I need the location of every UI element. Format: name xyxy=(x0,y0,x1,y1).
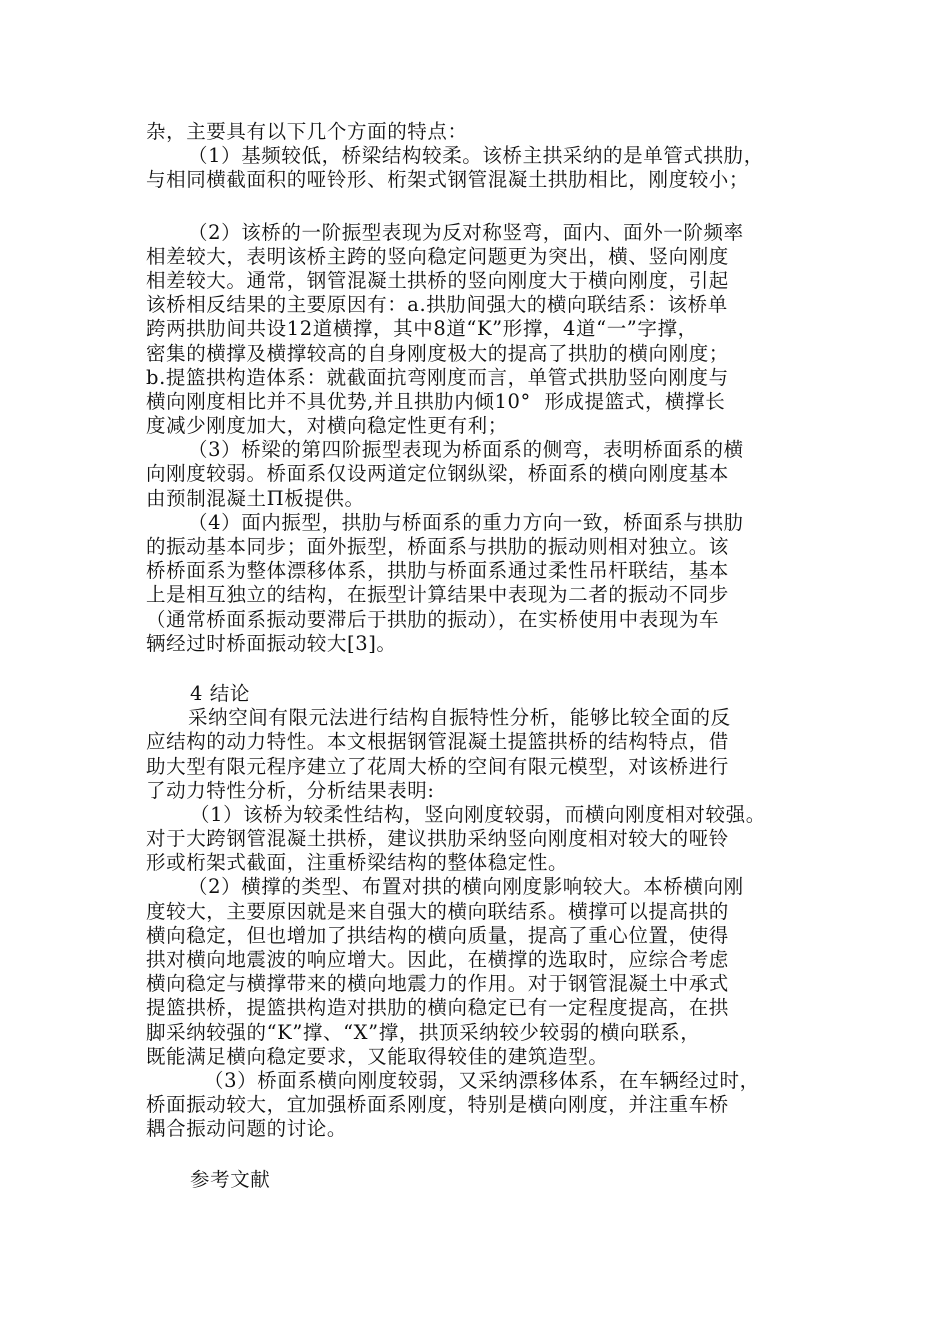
section-title: 参考文献 xyxy=(190,1167,271,1191)
text-line: （3）桥梁的第四阶振型表现为桥面系的侧弯，表明桥面系的横 xyxy=(188,438,744,462)
text-line: （3）桥面系横向刚度较弱，又采纳漂移体系，在车辆经过时， xyxy=(204,1068,760,1092)
paragraph-feature-4 xyxy=(146,511,818,656)
text-line: （2）横撑的类型、布置对拱的横向刚度影响较大。本桥横向刚 xyxy=(188,875,744,899)
text-line: （2）该桥的一阶振型表现为反对称竖弯，面内、面外一阶频率 xyxy=(188,220,744,244)
text-line: 度较大，主要原因就是来自强大的横向联结系。横撑可以提高拱的 xyxy=(146,899,729,923)
paragraph-feature-1 xyxy=(146,144,818,192)
text-line: 采纳空间有限元法进行结构自振特性分析，能够比较全面的反 xyxy=(188,706,731,730)
text-line: 由预制混凝土Π板提供。 xyxy=(146,486,365,510)
text-line: 桥面振动较大，宜加强桥面系刚度，特别是横向刚度，并注重车桥 xyxy=(146,1093,729,1117)
paragraph-conclusion-intro xyxy=(146,706,818,803)
text-line: 度减少刚度加大，对横向稳定性更有利； xyxy=(146,414,508,438)
text-line: 跨两拱肋间共设12道横撑，其中8道“K”形撑，4道“一”字撑， xyxy=(146,317,698,341)
section-heading-conclusion xyxy=(146,682,818,706)
section-heading-references xyxy=(146,1168,818,1192)
paragraph-gap xyxy=(146,193,818,221)
text-line: 横向稳定，但也增加了拱结构的横向质量，提高了重心位置，使得 xyxy=(146,923,729,947)
document-body xyxy=(146,120,818,1192)
text-line: 对于大跨钢管混凝土拱桥，建议拱肋采纳竖向刚度相对较大的哑铃 xyxy=(146,827,729,851)
text-line: （通常桥面系振动要滞后于拱肋的振动），在实桥使用中表现为车 xyxy=(146,607,720,631)
paragraph-gap xyxy=(146,656,818,682)
text-line: 应结构的动力特性。本文根据钢管混凝土提篮拱桥的结构特点，借 xyxy=(146,730,729,754)
text-line: 横向刚度相比并不具优势,并且拱肋内倾10° 形成提篮式，横撑长 xyxy=(146,389,726,413)
text-line: （1）基频较低，桥梁结构较柔。该桥主拱采纳的是单管式拱肋， xyxy=(188,144,764,168)
text-line: 密集的横撑及横撑较高的自身刚度极大的提高了拱肋的横向刚度； xyxy=(146,341,729,365)
paragraph-feature-3 xyxy=(146,438,818,511)
text-line: 上是相互独立的结构，在振型计算结果中表现为二者的振动不同步 xyxy=(146,583,729,607)
text-line: 耦合振动问题的讨论。 xyxy=(146,1117,348,1141)
text-line: b.提篮拱构造体系：就截面抗弯刚度而言，单管式拱肋竖向刚度与 xyxy=(146,365,729,389)
text-line: 的振动基本同步；面外振型，桥面系与拱肋的振动则相对独立。该 xyxy=(146,535,729,558)
text-line: 桥桥面系为整体漂移体系，拱肋与桥面系通过柔性吊杆联结，基本 xyxy=(146,559,729,583)
text-line: （4）面内振型，拱肋与桥面系的重力方向一致，桥面系与拱肋 xyxy=(188,510,744,534)
paragraph-conclusion-3 xyxy=(146,1069,818,1142)
paragraph-conclusion-1 xyxy=(146,803,818,876)
text-line: 了动力特性分析，分析结果表明: xyxy=(146,778,435,802)
paragraph-conclusion-2 xyxy=(146,875,818,1069)
paragraph-intro-tail xyxy=(146,120,818,144)
text-line: （1）该桥为较柔性结构，竖向刚度较弱，而横向刚度相对较强。 xyxy=(190,802,766,826)
paragraph-gap xyxy=(146,1142,818,1168)
text-line: 助大型有限元程序建立了花周大桥的空间有限元模型，对该桥进行 xyxy=(146,754,729,778)
text-line: 横向稳定与横撑带来的横向地震力的作用。对于钢管混凝土中承式 xyxy=(146,972,729,996)
text-line: 辆经过时桥面振动较大[3]。 xyxy=(146,631,397,655)
text-line: 拱对横向地震波的响应增大。因此，在横撑的选取时，应综合考虑 xyxy=(146,948,729,971)
text-line: 与相同横截面积的哑铃形、桁架式钢管混凝土拱肋相比，刚度较小； xyxy=(146,168,750,192)
text-line: 提篮拱桥，提篮拱构造对拱肋的横向稳定已有一定程度提高，在拱 xyxy=(146,996,729,1020)
text-line: 相差较大。通常，钢管混凝土拱桥的竖向刚度大于横向刚度，引起 xyxy=(146,268,729,292)
text-line: 既能满足横向稳定要求，又能取得较佳的建筑造型。 xyxy=(146,1044,609,1068)
text-line: 脚采纳较强的“K”撑、“X”撑，拱顶采纳较少较弱的横向联系， xyxy=(146,1020,701,1044)
text-line: 形或桁架式截面，注重桥梁结构的整体稳定性。 xyxy=(146,851,569,875)
text-line: 向刚度较弱。桥面系仅设两道定位钢纵梁，桥面系的横向刚度基本 xyxy=(146,462,729,486)
paragraph-feature-2 xyxy=(146,221,818,439)
section-title: 4 结论 xyxy=(190,681,251,705)
text-line: 杂，主要具有以下几个方面的特点： xyxy=(146,120,468,143)
text-line: 该桥相反结果的主要原因有：a.拱肋间强大的横向联结系：该桥单 xyxy=(146,293,728,317)
text-line: 相差较大，表明该桥主跨的竖向稳定问题更为突出，横、竖向刚度 xyxy=(146,244,729,268)
